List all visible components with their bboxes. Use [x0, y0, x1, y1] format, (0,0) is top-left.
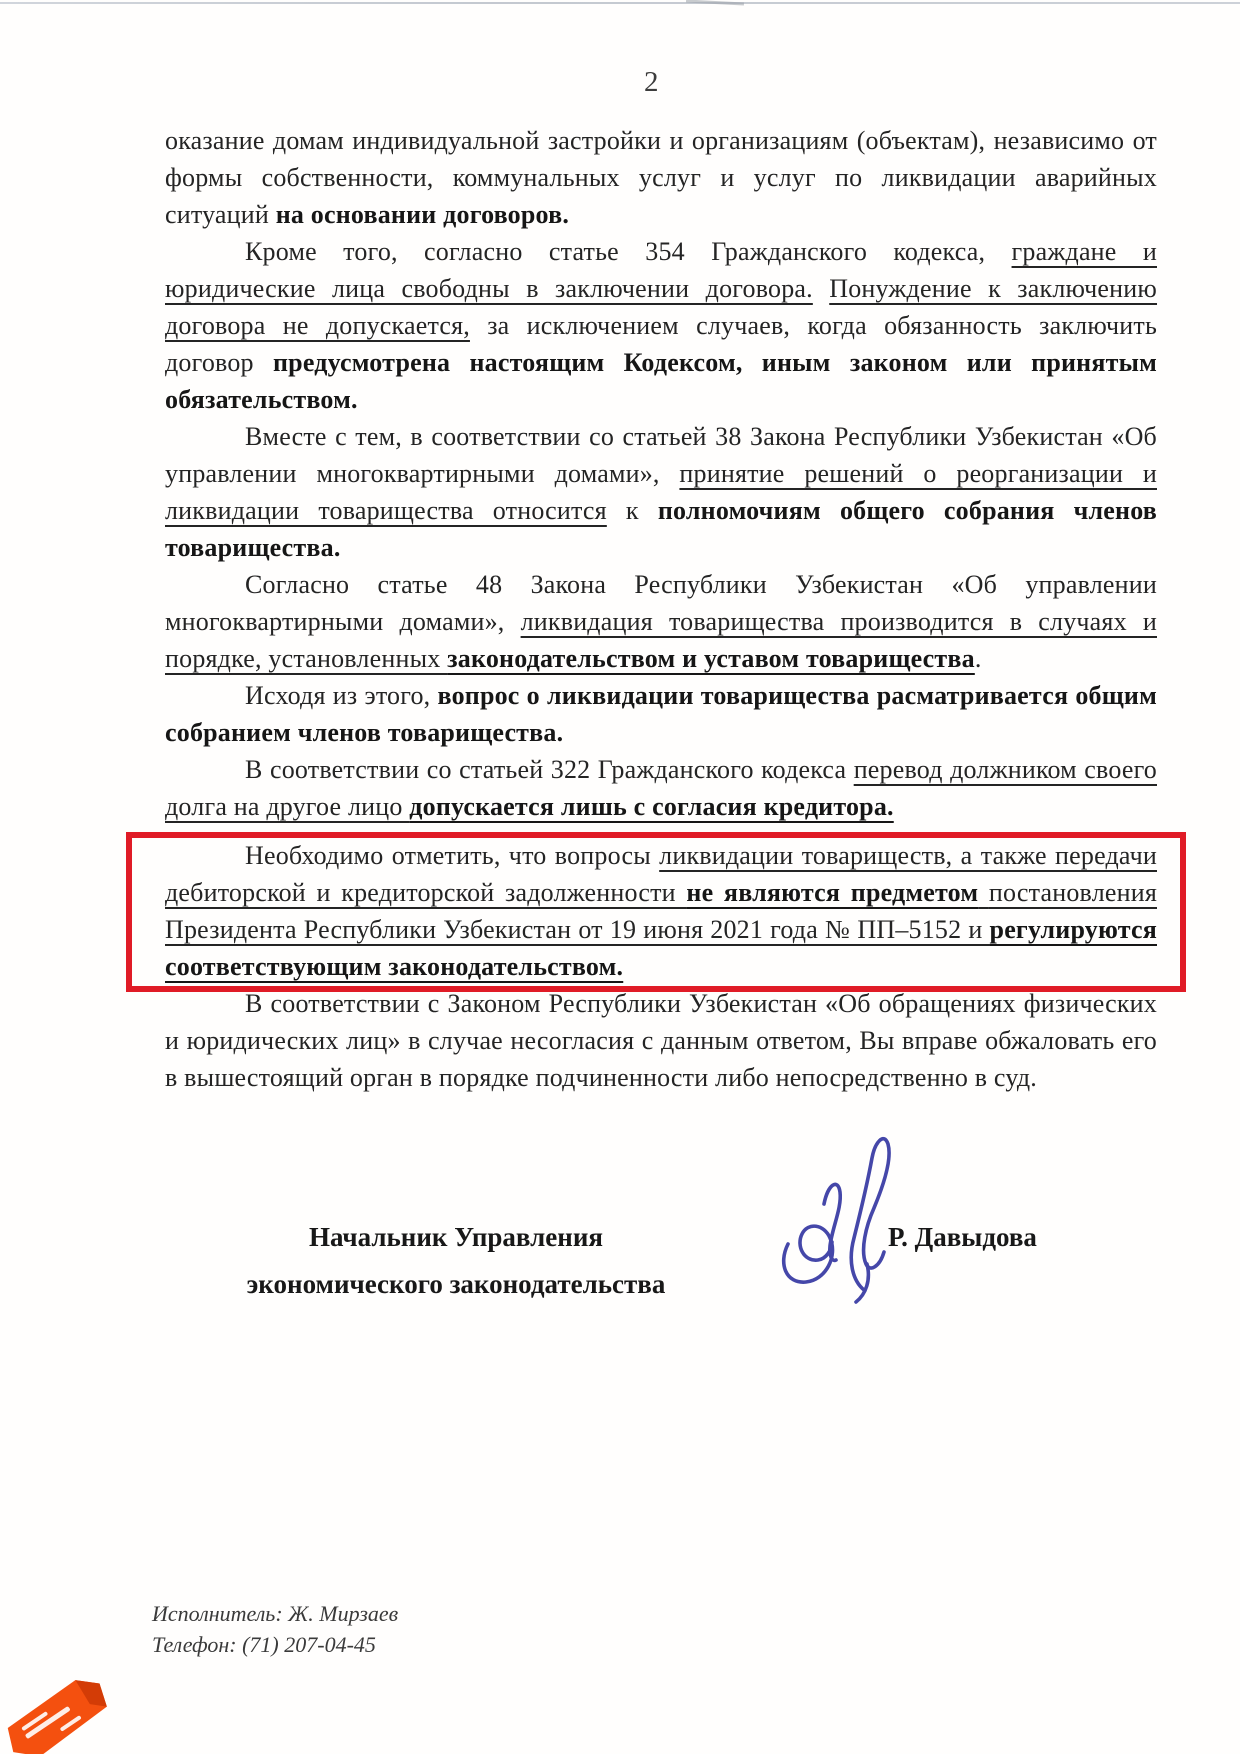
text-run: Вместе с тем, в соответствии со статьей 38 Закона Республики Узбекистан «Об управлении многоквартирными домами»,: [165, 422, 1157, 488]
text-run: принятие решений о реорганизации и ликвидации товарищества относится: [165, 459, 1157, 525]
watermark-stamp-icon: [0, 1656, 131, 1754]
text-run: В соответствии с Законом Республики Узбекистан «Об обращениях физических и юридических лиц» в случае несогласия с данным ответом, Вы вправе обжаловать его в вышестоящий орган в порядке подчиненности либо непосредственно в суд.: [165, 989, 1157, 1092]
footer-block: [152, 1598, 398, 1660]
text-run: полномочиям общего собрания членов товарищества.: [165, 496, 1158, 562]
text-run: на основании договоров.: [275, 200, 570, 229]
text-run: Необходимо отметить, что вопросы: [245, 841, 660, 870]
text-run: предусмотрена настоящим Кодексом, иным законом или принятым обязательством.: [165, 348, 1157, 414]
text-run: Кроме того, согласно статье 354 Гражданского кодекса,: [245, 237, 1012, 266]
signature-title-line2: экономического законодательства: [246, 1269, 666, 1299]
text-run: [813, 274, 829, 303]
text-run: .: [974, 644, 982, 673]
text-run: вопрос о ликвидации товарищества расматривается общим собранием членов товарищества.: [165, 681, 1157, 747]
paragraph: [165, 233, 1157, 418]
text-run: к: [606, 496, 658, 525]
signature-name: Р. Давыдова: [888, 1222, 1037, 1252]
text-run: постановления Президента Республики Узбекистан от 19 июня 2021 года № ПП–5152 и: [165, 878, 1157, 944]
text-run: регулируются соответствующим законодательством.: [165, 915, 1157, 981]
text-run: Исходя из этого,: [245, 681, 438, 710]
text-run: Понуждение к заключению договора не допускается,: [165, 274, 1158, 340]
signature-title: [226, 1214, 686, 1308]
page-number: 2: [644, 66, 659, 98]
paragraph: [165, 985, 1157, 1096]
text-run: В соответствии со статьей 322 Гражданского кодекса: [245, 755, 854, 784]
text-run: перевод должником своего долга на другое лицо: [165, 755, 1157, 821]
text-run: ликвидации товариществ, а также передачи дебиторской и кредиторской задолженности: [165, 841, 1157, 907]
text-run: [978, 878, 989, 907]
text-run: за исключением случаев, когда обязанность заключить договор: [165, 311, 1158, 377]
text-run: оказание домам индивидуальной застройки и организациям (объектам), независимо от формы собственности, коммунальных услуг и услуг по ликвидации аварийных ситуаций: [165, 126, 1157, 229]
text-run: граждане и юридические лица свободны в заключении договора.: [165, 237, 1157, 303]
highlighted-paragraph: [165, 837, 1157, 985]
scan-artifact-top-line: [0, 2, 1240, 4]
paragraph: [165, 122, 1157, 233]
paragraph: [165, 677, 1157, 751]
scan-artifact-notch: [686, 0, 744, 6]
text-run: ликвидация товарищества производится в случаях и порядке, установленных: [165, 607, 1157, 673]
signature-title-line1: Начальник Управления: [309, 1222, 603, 1252]
paragraph: [165, 751, 1157, 825]
text-run: законодательством и уставом товарищества: [447, 644, 975, 673]
executor-line: Исполнитель: Ж. Мирзаев: [152, 1601, 399, 1626]
text-run: не являются предметом: [686, 878, 979, 907]
paragraph: [165, 418, 1157, 566]
text-run: Согласно статье 48 Закона Республики Узбекистан «Об управлении многоквартирными домами»,: [165, 570, 1157, 636]
phone-line: Телефон: (71) 207-04-45: [152, 1632, 376, 1657]
handwritten-signature: [774, 1132, 910, 1304]
text-run: допускается лишь с согласия кредитора.: [409, 792, 894, 821]
paragraph: [165, 566, 1157, 677]
document-body: [165, 122, 1157, 1096]
